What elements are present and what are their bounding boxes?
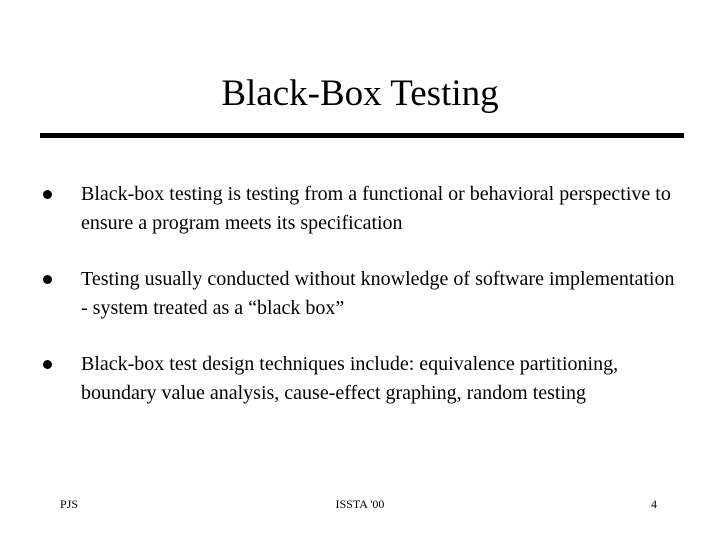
bullet-item — [40, 265, 680, 323]
bullet-item — [40, 350, 680, 408]
bullet-dot-icon — [43, 275, 52, 284]
bullet-text: Testing usually conducted without knowledge of software implementation - system treated as a “black box” — [81, 268, 675, 319]
footer-conference: ISSTA '00 — [335, 497, 385, 511]
bullet-list — [40, 180, 680, 435]
title-divider — [40, 133, 684, 138]
bullet-text: Black-box testing is testing from a functional or behavioral perspective to ensure a program meets its specification — [81, 183, 671, 234]
page-number: 4 — [651, 497, 657, 511]
bullet-text: Black-box test design techniques include: equivalence partitioning, boundary value analysis, cause-effect graphing, random testing — [81, 353, 619, 404]
slide-title: Black-Box Testing — [221, 73, 499, 114]
bullet-dot-icon — [43, 190, 52, 199]
footer-author: PJS — [60, 497, 79, 511]
bullet-item — [40, 180, 680, 238]
bullet-dot-icon — [43, 360, 52, 369]
